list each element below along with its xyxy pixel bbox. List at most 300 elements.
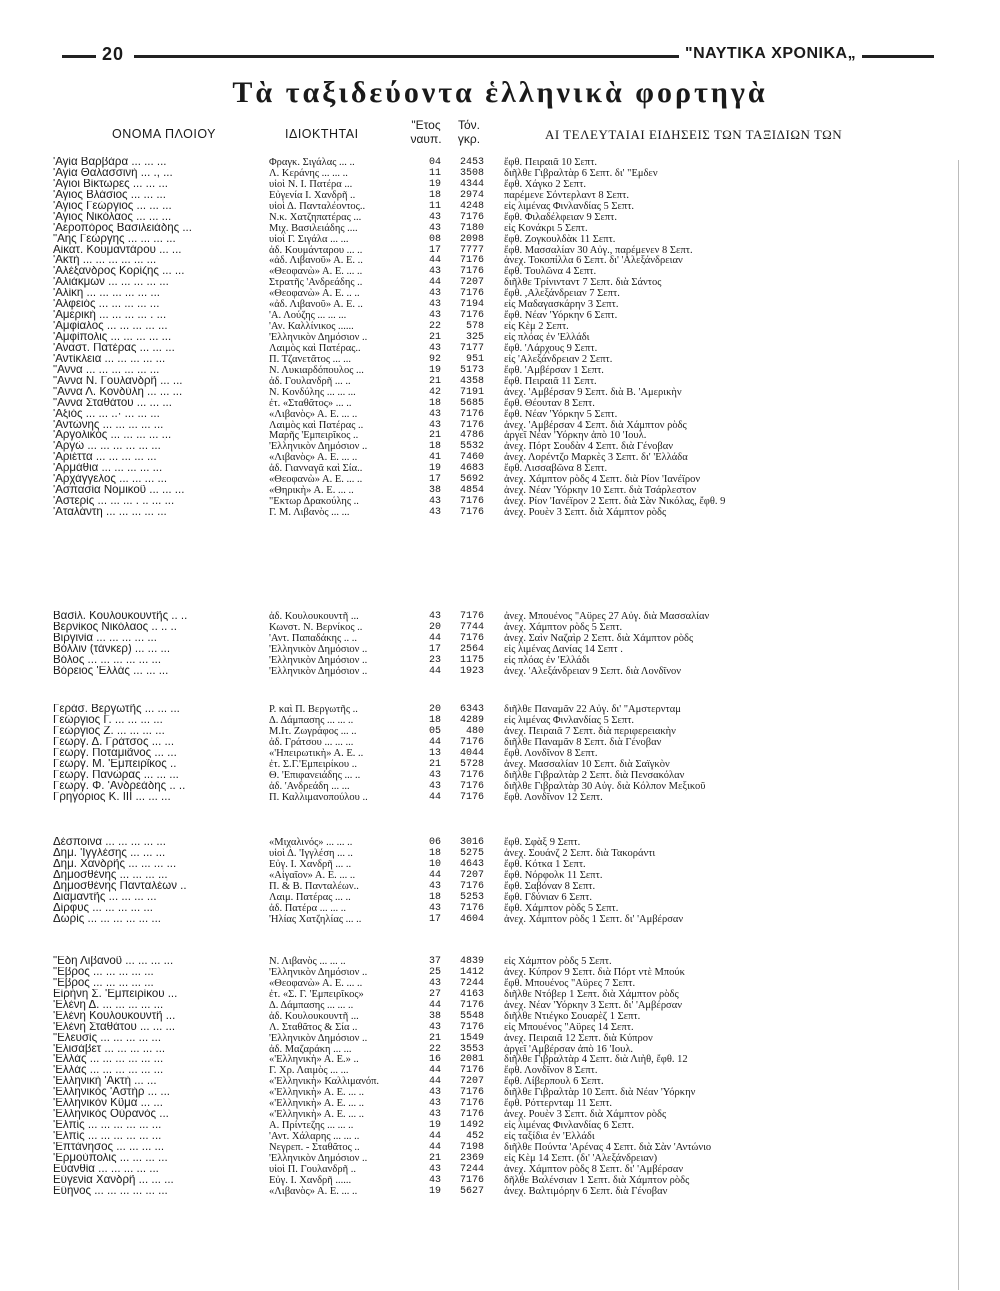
ship-owner: «Λιβανὸς» Α. Ε. ... .. [269, 1185, 358, 1197]
latest-news: εἰς Κὲμ 14 Σεπτ. (δι' 'Αλεξάνδρειαν) [504, 1152, 658, 1164]
gross-tonnage: 3508 [459, 167, 484, 179]
ship-name: Δημοσθένης Πανταλέων .. [53, 880, 187, 892]
ship-owner: ἐτ. «Σταθᾶτος» ... .. [269, 397, 352, 409]
table-row [0, 376, 1000, 387]
latest-news: ἀνεχ. Μπουένος "Αϋρες 27 Αὐγ. διὰ Μασσαλίαν [504, 611, 710, 622]
table-row [0, 967, 1000, 978]
ship-owner: Στρατῆς 'Ανδρεάδης .. [269, 277, 363, 289]
ship-owner: Γ. Χρ. Λαιμὸς ... ... [269, 1065, 349, 1077]
ship-name: 'Ακτὴ ... ... ... ... ... ... [53, 255, 157, 267]
ship-name: Δημ. 'Ιγγλέσης ... ... ... [53, 847, 166, 859]
table-row [0, 644, 1000, 655]
latest-news: δῆλθε Βαλένσιαν 1 Σεπτ. διὰ Χάμπτον ρὸδς [504, 1174, 690, 1186]
ship-name: 'Ελένη Δ. ... ... ... ... ... [53, 999, 164, 1011]
ship-owner: «'Ηπειρωτικὴ» Α. Ε. .. [269, 747, 364, 759]
build-year: 44 [428, 736, 441, 748]
table-row [0, 1076, 1000, 1087]
gross-tonnage: 7176 [459, 769, 484, 781]
gross-tonnage: 4604 [459, 913, 484, 925]
table-row [0, 859, 1000, 870]
gross-tonnage: 7244 [459, 1163, 484, 1175]
table-row [0, 715, 1000, 726]
ship-owner: 'Ελληνικὸν Δημόσιον .. [269, 1152, 368, 1164]
ship-name: 'Αργὼ ... ... ... ... ... ... [53, 441, 161, 453]
table-row [0, 299, 1000, 310]
latest-news: εἰς Μπουένος "Αϋρες 14 Σεπτ. [504, 1021, 634, 1033]
ship-owner: Λ. Σταθᾶτος & Σία .. [269, 1021, 358, 1033]
build-year: 92 [428, 353, 441, 365]
build-year: 43 [428, 880, 441, 892]
gross-tonnage: 7207 [459, 1076, 484, 1088]
ship-name: 'Ελένη Σταθάτου ... ... ... [53, 1021, 176, 1033]
ship-owner: Ν.κ. Χατζηπατέρας ... [269, 211, 362, 223]
gross-tonnage: 2081 [459, 1054, 484, 1066]
ship-owner: 'Ηλίας Χατζηλίας ... .. [269, 913, 362, 925]
ship-owner: Εὐγ. Ι. Χανδρῆ ... .. [269, 858, 352, 870]
build-year: 16 [428, 1054, 441, 1066]
table-row [0, 223, 1000, 234]
ship-group [0, 157, 1000, 518]
build-year: 43 [428, 211, 441, 223]
table-row [0, 892, 1000, 903]
latest-news: ἔφθ. Νόρφολκ 11 Σεπτ. [504, 869, 603, 881]
table-row [0, 978, 1000, 989]
latest-news: ἀνεχ. Λορέντζο Μαρκὲς 3 Σεπτ. δι' 'Ελλάδα [504, 452, 688, 464]
table-row [0, 441, 1000, 452]
build-year: 37 [428, 956, 441, 967]
table-row [0, 190, 1000, 201]
page-title: Τὰ ταξιδεύοντα ἑλληνικὰ φορτηγὰ [232, 76, 768, 109]
build-year: 43 [428, 1021, 441, 1033]
ship-name: 'Επτάνησος ... ... ... ... [53, 1141, 165, 1153]
ship-owner: υἱοὶ Γ. Σιγάλα ... ... [269, 233, 349, 245]
latest-news: διῆλθε Γιβραλτὰρ 6 Σεπτ. δι' "Εμδεν [504, 167, 658, 179]
build-year: 11 [428, 167, 441, 179]
build-year: 21 [428, 430, 441, 442]
ship-owner: «'Ελληνικὴ» Α. Ε. ... .. [269, 1087, 365, 1099]
ship-group [0, 956, 1000, 1197]
latest-news: εἰς Χάμπτον ρὸδς 5 Σεπτ. [504, 956, 612, 967]
ship-name: 'Αντίκλεια ... ... ... ... ... [53, 353, 166, 365]
build-year: 43 [428, 1098, 441, 1110]
latest-news: εἰς πλόας ἐν 'Ελλάδι [504, 654, 590, 666]
table-row [0, 704, 1000, 715]
gross-tonnage: 7244 [459, 977, 484, 989]
ship-owner: Δ. Δάμπασης ... ... .. [269, 714, 354, 726]
build-year: 43 [428, 288, 441, 300]
gross-tonnage: 1549 [459, 1032, 484, 1044]
ship-owner: ἀδ. Κουλουκουντῆ ... [269, 611, 359, 622]
gross-tonnage: 7176 [459, 1021, 484, 1033]
gross-tonnage: 480 [465, 725, 484, 737]
table-row [0, 277, 1000, 288]
latest-news: διῆλθε Γιβραλτὰρ 10 Σεπτ. διὰ Νέαν 'Υόρκην [504, 1087, 696, 1099]
ship-name: Γεωργ. Φ. 'Ανδρεάδης .. .. [53, 780, 186, 792]
latest-news: διῆλθε Γιβραλτὰρ 2 Σεπτ. διὰ Πενσακόλαν [504, 769, 685, 781]
ship-owner: 'Ελληνικὸν Δημόσιον .. [269, 665, 368, 677]
ship-name: 'Αγιος Νικόλαος ... ... ... [53, 211, 172, 223]
build-year: 43 [428, 342, 441, 354]
ship-name: Αἰκατ. Κουμαντάρου ... ... [53, 244, 182, 256]
ship-name: Βόλλιν (τάνκερ) ... ... ... [53, 643, 171, 655]
gross-tonnage: 951 [465, 353, 484, 365]
gross-tonnage: 7176 [459, 1174, 484, 1186]
table-row [0, 903, 1000, 914]
ship-name: 'Ελπὶς ... ... ... ... ... ... [53, 1120, 162, 1132]
ship-name: "Αννα Σταθάτου ... ... ... [53, 397, 172, 409]
latest-news: ἀνεχ. Νέαν 'Υόρκην 3 Σεπτ. δι' 'Αμβέρσαν [504, 999, 682, 1011]
table-row [0, 266, 1000, 277]
latest-news: ἔφθ. Κότκα 1 Σεπτ. [504, 858, 586, 870]
gross-tonnage: 5173 [459, 364, 484, 376]
latest-news: ἀνεχ. Χάμπτον ρὸδς 8 Σεπτ. δι' 'Αμβέρσαν [504, 1163, 684, 1175]
ship-name: "Αης Γεώργης ... ... ... ... [53, 233, 176, 245]
gross-tonnage: 7176 [459, 496, 484, 508]
gross-tonnage: 7176 [459, 780, 484, 792]
ship-name: Βασίλ. Κουλουκουντῆς .. .. [53, 611, 188, 622]
table-row [0, 956, 1000, 967]
build-year: 43 [428, 310, 441, 322]
ship-owner: «Θεοφανὼ» Α. Ε. ... .. [269, 977, 363, 989]
build-year: 23 [428, 654, 441, 666]
ship-owner: «'Ελληνικὴ» Α. Ε. ... .. [269, 1109, 365, 1121]
gross-tonnage: 4044 [459, 747, 484, 759]
table-row [0, 507, 1000, 518]
gross-tonnage: 5275 [459, 847, 484, 859]
latest-news: διῆλθε Γιβραλτὰρ 30 Αὐγ. διὰ Κόλπον Μεξικοῦ [504, 780, 706, 792]
ship-owner: «'Ελληνικὴ» Α. Ε. ... .. [269, 1098, 365, 1110]
build-year: 44 [428, 665, 441, 677]
gross-tonnage: 4248 [459, 200, 484, 212]
build-year: 21 [428, 758, 441, 770]
latest-news: ἀνεχ. Μασσαλίαν 10 Σεπτ. διὰ Σαϊγκὸν [504, 758, 670, 770]
latest-news: ἀργεῖ Νέαν 'Υόρκην ἀπὸ 10 'Ιουλ. [504, 430, 647, 442]
ship-owner: 'Αντ. Παπαδάκης .. .. [269, 632, 357, 644]
ship-name: 'Αγιος Βλάσιος ... ... ... [53, 189, 166, 201]
ship-owner: ἀδ. Κουλουκουντῆ ... [269, 1010, 359, 1022]
latest-news: ἔφθ. 'Αμβέρσαν 1 Σεπτ. [504, 364, 604, 376]
ship-name: 'Αμερικὴ ... ... ... ... . ... [53, 310, 167, 322]
ship-name: 'Αταλάντη ... ... ... ... ... [53, 507, 167, 518]
ship-name: 'Ελληνικὴ 'Ακτὴ ... ... [53, 1076, 157, 1088]
gross-tonnage: 6343 [459, 704, 484, 715]
ship-name: "Αννα ... ... ... ... ... ... [53, 364, 160, 376]
ship-owner: υἱοὶ Ν. Ι. Πατέρα ... [269, 178, 353, 190]
table-row [0, 474, 1000, 485]
build-year: 43 [428, 1163, 441, 1175]
build-year: 18 [428, 714, 441, 726]
gross-tonnage: 7176 [459, 1065, 484, 1077]
gross-tonnage: 5627 [459, 1185, 484, 1197]
latest-news: διῆλθε Παναμᾶν 8 Σεπτ. διὰ Γένοβαν [504, 736, 662, 748]
ship-name: "Εβρος ... ... ... ... ... [53, 966, 154, 978]
table-row [0, 837, 1000, 848]
ship-name: Γεράσ. Βεργωτῆς ... ... ... [53, 704, 180, 715]
table-row [0, 354, 1000, 365]
latest-news: εἰς λιμένας Φινλανδίας 6 Σεπτ. [504, 1120, 635, 1132]
ship-owner: Λαιμὸς καὶ Πατέρας.. [269, 342, 361, 354]
table-row [0, 255, 1000, 266]
latest-news: εἰς λιμένας Φινλανδίας 5 Σεπτ. [504, 714, 635, 726]
gross-tonnage: 7176 [459, 419, 484, 431]
ship-name: 'Αστερὶς ... ... ... . .. ... ... [53, 496, 175, 508]
ship-owner: «Θηρικὴ» Α. Ε. ... .. [269, 485, 354, 497]
table-row [0, 748, 1000, 759]
table-row [0, 1142, 1000, 1153]
latest-news: ἀνεχ. Πόρτ Σουδὰν 4 Σεπτ. διὰ Γένοβαν [504, 441, 673, 453]
build-year: 17 [428, 643, 441, 655]
ship-owner: «Θεοφανὼ» Α. Ε. .. .. [269, 288, 360, 300]
latest-news: ἔφθ. Πειραιᾶ 11 Σεπτ. [504, 375, 597, 387]
ship-owner: Μαρῆς 'Εμπειρῖκος .. [269, 430, 359, 442]
gross-tonnage: 452 [465, 1131, 484, 1142]
table-row [0, 726, 1000, 737]
ship-name: 'Αγιοι Βίκτωρες ... ... ... [53, 178, 168, 190]
build-year: 38 [428, 485, 441, 497]
column-header-year [406, 118, 446, 146]
build-year: 44 [428, 255, 441, 267]
build-year: 05 [428, 725, 441, 737]
table-row [0, 848, 1000, 859]
build-year: 19 [428, 178, 441, 190]
build-year: 43 [428, 977, 441, 989]
ship-owner: Μιχ. Βασιλειάδης .... [269, 222, 358, 234]
gross-tonnage: 4786 [459, 430, 484, 442]
build-year: 19 [428, 364, 441, 376]
ship-name: Δημοσθένης ... ... ... ... [53, 869, 168, 881]
table-row [0, 1087, 1000, 1098]
build-year: 19 [428, 463, 441, 475]
ship-owner: «'Ελληνικὴ» Καλλιμανόπ. [269, 1076, 379, 1088]
latest-news: ἀνεχ. 'Αμβέρσαν 9 Σεπτ. διὰ Β. 'Αμερικὴν [504, 386, 682, 398]
build-year: 21 [428, 332, 441, 343]
latest-news: ἀνεχ. Σουάνζ 2 Σεπτ. διὰ Τακοράντι [504, 847, 656, 859]
gross-tonnage: 7744 [459, 621, 484, 633]
latest-news: ἔφθ. Πειραιᾶ 10 Σεπτ. [504, 157, 598, 168]
ship-owner: Κωνστ. Ν. Βερνίκος .. [269, 621, 363, 633]
build-year: 06 [428, 837, 441, 848]
gross-tonnage: 5685 [459, 397, 484, 409]
ship-name: 'Αμφίπολις ... ... ... ... ... [53, 332, 172, 343]
ship-name: 'Ελλὰς ... ... ... ... ... ... [53, 1054, 164, 1066]
build-year: 17 [428, 474, 441, 486]
build-year: 43 [428, 266, 441, 278]
latest-news: ἀνεχ. Ρίον 'Ιανέϊρον 2 Σεπτ. διὰ Σὰν Νικόλας, ἔφθ. 9 [504, 496, 726, 508]
gross-tonnage: 7191 [459, 386, 484, 398]
gross-tonnage: 7176 [459, 266, 484, 278]
ship-owner: Π. & Β. Πανταλέων.. [269, 880, 359, 892]
ship-owner: Εὐγ. Ι. Χανδρῆ ...... [269, 1174, 352, 1186]
table-row [0, 1044, 1000, 1055]
latest-news: ἔφθ. Μπουένος "Αϋρες 7 Σεπτ. [504, 977, 636, 989]
build-year: 41 [428, 452, 441, 464]
ship-owner: «'Ελληνικὴ» Α. Ε.» .. [269, 1054, 359, 1066]
table-row [0, 321, 1000, 332]
build-year: 44 [428, 1141, 441, 1153]
ship-owner: ἀδ. Κουμάνταρου ... .. [269, 244, 363, 256]
table-row [0, 420, 1000, 431]
gross-tonnage: 4358 [459, 375, 484, 387]
gross-tonnage: 7176 [459, 791, 484, 803]
table-row [0, 496, 1000, 507]
table-row [0, 1186, 1000, 1197]
build-year: 20 [428, 704, 441, 715]
table-row [0, 1000, 1000, 1011]
ship-name: 'Αλφειὸς ... ... ... ... ... [53, 299, 160, 311]
magazine-title: "ΝΑΥΤΙΚΑ ΧΡΟΝΙΚΑ„ [685, 45, 857, 62]
ship-group [0, 704, 1000, 802]
ship-owner: «Λιβανὸς» Α. Ε. ... .. [269, 408, 358, 420]
table-row [0, 245, 1000, 256]
ship-name: Διαμαντῆς ... ... ... ... [53, 891, 157, 903]
ship-owner: «Μιχαλινός» ... ... .. [269, 837, 353, 848]
gross-tonnage: 7176 [459, 310, 484, 322]
gross-tonnage: 1923 [459, 665, 484, 677]
table-row [0, 770, 1000, 781]
ship-owner: 'Ελληνικὸν Δημόσιον .. [269, 643, 368, 655]
ship-owner: ἀδ. Πατέρα ... ... .. [269, 902, 347, 914]
table-row [0, 1120, 1000, 1131]
ship-owner: 'Ελληνικὸν Δημόσιον .. [269, 654, 368, 666]
gross-tonnage: 4289 [459, 714, 484, 726]
table-row [0, 781, 1000, 792]
build-year: 19 [428, 1120, 441, 1132]
ship-name: Εὐγενία Χανδρῆ ... ... ... [53, 1174, 174, 1186]
latest-news: διῆλθε Γιβραλτὰρ 4 Σεπτ. διὰ Λιὴθ, ἔφθ. 12 [504, 1054, 688, 1066]
header-rule-middle [134, 55, 679, 58]
build-year: 43 [428, 769, 441, 781]
ship-owner: Π. Τζανετᾶτος ... ... [269, 353, 352, 365]
build-year: 25 [428, 966, 441, 978]
build-year: 43 [428, 611, 441, 622]
latest-news: διῆλθε Πούντα 'Αρένας 4 Σεπτ. διὰ Σὰν 'Αντώνιο [504, 1141, 712, 1153]
latest-news: ἀνεχ. Σαὶν Ναζαὶρ 2 Σεπτ. διὰ Χάμπτον ρὸδς [504, 632, 694, 644]
latest-news: ἔφθ. Γδύνιαν 6 Σεπτ. [504, 891, 592, 903]
table-row [0, 622, 1000, 633]
column-header-news: ΑΙ ΤΕΛΕΥΤΑΙΑΙ ΕΙΔΗΣΕΙΣ ΤΩΝ ΤΑΞΙΔΙΩΝ ΤΩΝ [545, 127, 843, 142]
gross-tonnage: 7176 [459, 507, 484, 518]
ship-owner: 'Ελληνικὸν Δημόσιον .. [269, 966, 368, 978]
table-row [0, 157, 1000, 168]
ship-owner: Ν. Κονδύλης ... ... ... [269, 386, 356, 398]
table-row [0, 914, 1000, 925]
build-year: 44 [428, 277, 441, 289]
build-year: 22 [428, 321, 441, 333]
ship-owner: ἐτ. «Σ. Γ. 'Εμπειρῖκος» [269, 988, 364, 1000]
gross-tonnage: 7777 [459, 244, 484, 256]
ship-owner: "Εκτωρ Δρακούλης .. [269, 496, 359, 508]
gross-tonnage: 2564 [459, 643, 484, 655]
latest-news: ἔφθ. Λονδῖνον 12 Σεπτ. [504, 791, 603, 803]
ship-owner: «ἀδ. Λιβανοῦ» Α. Ε. .. [269, 255, 363, 267]
ship-name: Βιργινία ... ... ... ... ... [53, 632, 157, 644]
column-header-owner: ΙΔΙΟΚΤΗΤΑΙ [285, 127, 359, 141]
latest-news: ἔφθ. Μασσαλίαν 30 Αὐγ., παρέμενεν 8 Σεπτ. [504, 244, 693, 256]
build-year: 27 [428, 988, 441, 1000]
ship-owner: Λαιμ. Πατέρας ... .. [269, 891, 351, 903]
ship-name: 'Ερμούπολις ... ... ... ... [53, 1152, 168, 1164]
build-year: 17 [428, 244, 441, 256]
build-year: 43 [428, 408, 441, 420]
build-year: 44 [428, 1131, 441, 1142]
page-number: 20 [102, 44, 125, 64]
table-row [0, 409, 1000, 420]
ship-name: 'Αξιὸς ... ... ..· ... ... ... [53, 408, 160, 420]
ship-name: Εὔηνος ... ... ... ... ... ... [53, 1185, 168, 1197]
ship-name: Γεωργ. Πανώρας ... ... ... [53, 769, 179, 781]
latest-news: ἀνεχ. 'Αλεξάνδρειαν 9 Σεπτ. διὰ Λονδῖνον [504, 665, 681, 677]
table-row [0, 1033, 1000, 1044]
table-row [0, 201, 1000, 212]
ship-owner: Νεγρεπ. - Σταθᾶτος .. [269, 1141, 360, 1153]
latest-news: ἔφθ. Σαβόναν 8 Σεπτ. [504, 880, 596, 892]
table-row [0, 387, 1000, 398]
ship-name: Γεώργιος Γ. ... ... ... ... [53, 714, 163, 726]
table-row [0, 737, 1000, 748]
gross-tonnage: 5692 [459, 474, 484, 486]
ship-owner: ἀδ. Γράτσου ... ... ... [269, 736, 354, 748]
ship-owner: «Λιβανὸς» Α. Ε. ... .. [269, 452, 358, 464]
table-row [0, 1011, 1000, 1022]
ship-owner: υἱοὶ Δ. Πανταλέοντος.. [269, 200, 366, 212]
ship-name: Εὐανθία ... ... ... ... ... [53, 1163, 159, 1175]
latest-news: εἰς πλόας ἐν 'Ελλάδι [504, 332, 590, 343]
latest-news: ἔφθ. Νέαν 'Υόρκην 6 Σεπτ. [504, 310, 618, 322]
build-year: 42 [428, 386, 441, 398]
build-year: 43 [428, 507, 441, 518]
table-row [0, 463, 1000, 474]
build-year: 11 [428, 200, 441, 212]
gross-tonnage: 7176 [459, 632, 484, 644]
ship-name: 'Αργολικὸς ... ... ... ... ... [53, 430, 172, 442]
gross-tonnage: 7176 [459, 880, 484, 892]
ship-owner: ἀδ. Μαζαράκη ... ... [269, 1043, 352, 1055]
latest-news: εἰς 'Αλεξάνδρειαν 2 Σεπτ. [504, 353, 613, 365]
table-row [0, 1109, 1000, 1120]
latest-news: ἀνεχ. Ρουὲν 3 Σεπτ. διὰ Χάμπτον ρὸδς [504, 1109, 667, 1121]
latest-news: εἰς Μαδαγασκάρην 3 Σεπτ. [504, 299, 619, 311]
latest-news: ἔφθ. Τουλῶνα 4 Σεπτ. [504, 266, 597, 278]
ship-owner: ἐτ. Σ.Γ.'Εμπειρίκου .. [269, 758, 357, 770]
ship-name: 'Ελένη Κουλουκουντῆ ... [53, 1010, 176, 1022]
table-row [0, 288, 1000, 299]
ship-owner: 'Α. Λούζης ... ... ... [269, 310, 347, 322]
ship-name: Βερνίκος Νικόλαος .. .. .. [53, 621, 177, 633]
latest-news: ἔφθ. ,Αλεξάνδρειαν 7 Σεπτ. [504, 288, 620, 300]
ship-name: 'Αγιος Γεώργιος ... ... ... [53, 200, 172, 212]
table-row [0, 452, 1000, 463]
column-header-name: ΟΝΟΜΑ ΠΛΟΙΟΥ [112, 127, 216, 141]
ship-owner: 'Αντ. Χάλαρης ... ... .. [269, 1131, 360, 1142]
build-year: 43 [428, 222, 441, 234]
gross-tonnage: 7176 [459, 902, 484, 914]
latest-news: ἀνεχ. Πειραιᾶ 12 Σεπτ. διὰ Κύπρον [504, 1032, 653, 1044]
ship-name: 'Αγία Βαρβάρα ... ... ... [53, 157, 167, 168]
gross-tonnage: 7176 [459, 1087, 484, 1099]
latest-news: παρέμενε Σόντερλαντ 8 Σεπτ. [504, 189, 629, 201]
ship-name: Εἰρήνη Σ. 'Εμπειρίκου ... [53, 988, 178, 1000]
ship-name: 'Αεροπόρος Βασιλειάδης ... [53, 222, 192, 234]
column-header-tonnage-line2: γκρ. [457, 132, 481, 146]
gross-tonnage: 1492 [459, 1120, 484, 1132]
build-year: 43 [428, 1174, 441, 1186]
column-header-year-line2: ναυπ. [410, 132, 442, 146]
table-row [0, 881, 1000, 892]
latest-news: ἔφθ. Χάγκο 2 Σεπτ. [504, 178, 586, 190]
gross-tonnage: 7176 [459, 288, 484, 300]
ship-name: "Εβρος ... ... ... ... ... [53, 977, 154, 989]
table-row [0, 1175, 1000, 1186]
